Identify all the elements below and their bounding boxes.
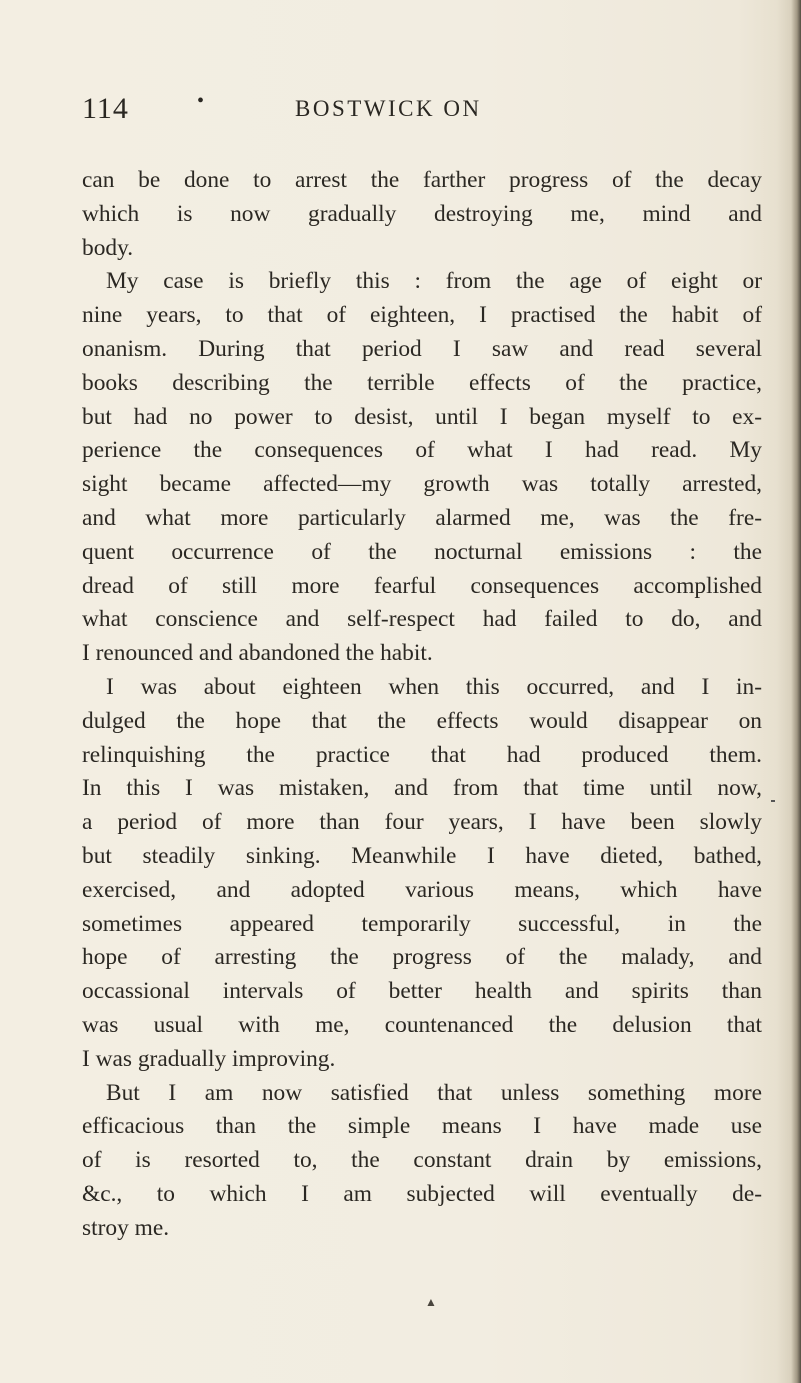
text-line: and what more particularly alarmed me, was the fre- <box>82 504 762 531</box>
text-line: what conscience and self-respect had failed to do, and <box>82 606 762 633</box>
body-text <box>82 164 762 1246</box>
text-line: hope of arresting the progress of the malady, and <box>82 944 762 971</box>
text-line: My case is briefly this : from the age of eight or <box>106 268 762 295</box>
text-line: exercised, and adopted various means, which have <box>82 876 762 903</box>
text-line: I was about eighteen when this occurred, and I in- <box>106 673 762 700</box>
margin-mark <box>771 800 775 802</box>
text-line: quent occurrence of the nocturnal emissions : the <box>82 538 762 565</box>
text-line: I was gradually improving. <box>82 1045 336 1072</box>
text-line: sight became affected—my growth was totally arrested, <box>82 471 762 498</box>
text-line: dread of still more fearful consequences accomplished <box>82 572 762 599</box>
text-line: relinquishing the practice that had produced them. <box>82 741 762 768</box>
text-line: can be done to arrest the farther progress of the decay <box>82 167 762 193</box>
text-line: sometimes appeared temporarily successful, in the <box>82 910 762 937</box>
text-line: occassional intervals of better health and spirits than <box>82 978 762 1005</box>
text-line: a period of more than four years, I have been slowly <box>82 809 762 836</box>
text-line: onanism. During that period I saw and read several <box>82 335 762 362</box>
running-title: BOSTWICK ON <box>295 96 482 121</box>
text-line: But I am now satisfied that unless something more <box>106 1079 762 1106</box>
text-line: &c., to which I am subjected will eventually de- <box>82 1180 762 1207</box>
running-head <box>82 92 762 132</box>
text-line: but had no power to desist, until I began myself to ex- <box>82 403 762 430</box>
text-line: In this I was mistaken, and from that time until now, <box>82 775 762 802</box>
text-line: nine years, to that of eighteen, I practised the habit of <box>82 302 762 329</box>
page-number: 114 <box>82 92 129 125</box>
text-line: I renounced and abandoned the habit. <box>82 640 433 667</box>
text-line: but steadily sinking. Meanwhile I have dieted, bathed, <box>82 842 762 869</box>
text-line: which is now gradually destroying me, mind and <box>82 200 762 227</box>
text-line: books describing the terrible effects of the practice, <box>82 369 762 396</box>
text-line: body. <box>82 234 134 261</box>
text-line: perience the consequences of what I had read. My <box>82 437 762 464</box>
text-line: of is resorted to, the constant drain by emissions, <box>82 1147 762 1174</box>
text-line: dulged the hope that the effects would disappear on <box>82 707 762 734</box>
text-line: efficacious than the simple means I have made use <box>82 1113 762 1140</box>
footer-ornament: ▲ <box>425 1295 437 1309</box>
text-line: was usual with me, countenanced the delusion that <box>82 1011 762 1038</box>
text-line: stroy me. <box>82 1214 170 1241</box>
header-separator: • <box>197 90 205 112</box>
page-edge-shadow <box>791 0 801 1383</box>
